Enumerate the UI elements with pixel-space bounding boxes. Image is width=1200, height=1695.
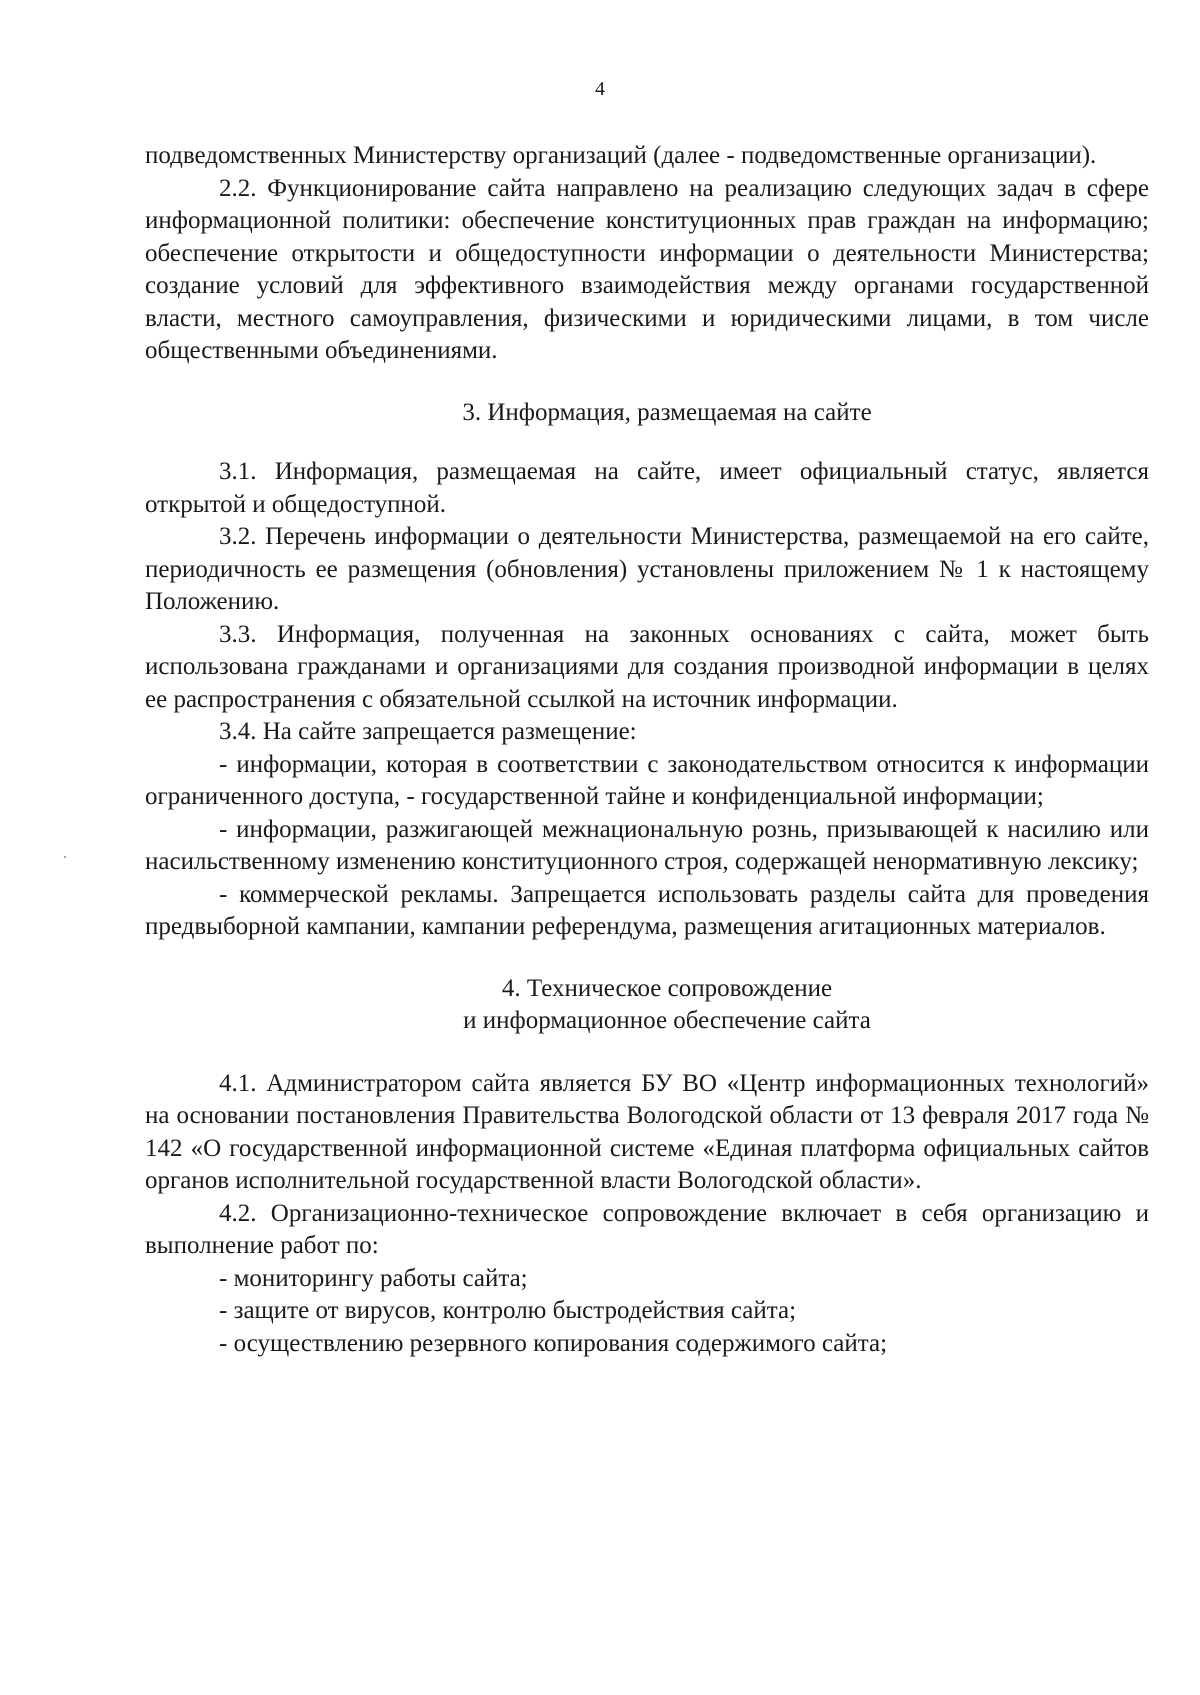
list-item-restricted-info: - информации, которая в соответствии с законодательством относится к информации ограниченного доступа, - государственной тайне и конфиденциальной информации; [145,750,1149,810]
list-item-monitoring: - мониторингу работы сайта; [219,1264,528,1292]
paragraph-3-1: 3.1. Информация, размещаемая на сайте, имеет официальный статус, является открытой и общедоступной. [145,458,1149,518]
paragraph-3-4: 3.4. На сайте запрещается размещение: [219,718,637,745]
document-body [145,140,1149,1360]
paragraph-3-3: 3.3. Информация, полученная на законных основаниях с сайта, может быть использована гражданами и организациями для создания производной информации в целях ее распространения с обязательной ссылкой на источник информации. [145,620,1149,713]
section-4-heading-line1: 4. Техническое сопровождение [501,974,833,1002]
paragraph-4-2: 4.2. Организационно-техническое сопровождение включает в себя организацию и выполнение работ по: [145,1199,1149,1259]
list-item-hate-speech: - информации, разжигающей межнациональную рознь, призывающей к насилию или насильственному изменению конституционного строя, содержащей ненормативную лексику; [145,815,1149,875]
paragraph-2-2: 2.2. Функционирование сайта направлено на реализацию следующих задач в сфере информационной политики: обеспечение конституционных прав граждан на информацию; обеспечение открытости и общедоступности информации о деятельности Министерства; создание условий для эффективного взаимодействия между органами государственной власти, местного самоуправления, физическими и юридическими лицами, в том числе общественными объединениями. [145,174,1149,364]
paragraph-4-1: 4.1. Администратором сайта является БУ ВО «Центр информационных технологий» на основании постановления Правительства Вологодской области от 13 февраля 2017 года № 142 «О государственной информационной системе «Единая платформа официальных сайтов органов исполнительной государственной власти Вологодской области». [145,1069,1149,1194]
list-item-backup: - осуществлению резервного копирования содержимого сайта; [219,1329,888,1357]
scan-speck [64,856,66,858]
list-item-advertising: - коммерческой рекламы. Запрещается использовать разделы сайта для проведения предвыборной кампании, кампании референдума, размещения агитационных материалов. [145,880,1149,940]
paragraph-continuation: подведомственных Министерству организаций (далее - подведомственные организации). [145,142,1097,169]
section-3-heading: 3. Информация, размещаемая на сайте [462,398,872,426]
paragraph-3-2: 3.2. Перечень информации о деятельности Министерства, размещаемой на его сайте, периодичность ее размещения (обновления) установлены приложением № 1 к настоящему Положению. [145,523,1149,615]
page-number: 4 [595,78,605,100]
list-item-virus-protection: - защите от вирусов, контролю быстродействия сайта; [219,1297,797,1324]
section-4-heading-line2: и информационное обеспечение сайта [463,1007,871,1034]
